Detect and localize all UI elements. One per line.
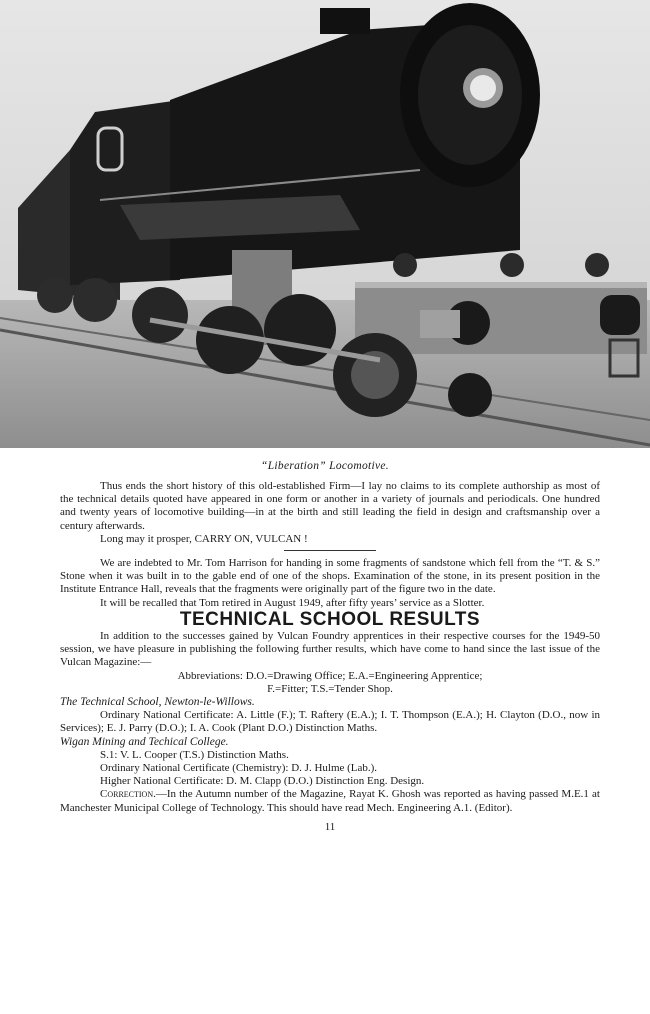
abbreviations-line-1: Abbreviations: D.O.=Drawing Office; E.A.=Engineering Apprentice; — [177, 669, 483, 682]
paragraph-history: Thus ends the short history of this old-established Firm—I lay no claims to its complete authorship as most of the technical details quoted have appeared in one form or another in a variety of journals and periodicals. One hundred and twenty years of locomotive building—in at the birth and still leading the field in design and craftsmanship over a century afterwards. — [60, 480, 600, 532]
result-wigan-onc: Ordinary National Certificate (Chemistry): D. J. Hulme (Lab.). — [100, 762, 378, 775]
correction-paragraph — [60, 788, 600, 814]
photo-caption: “Liberation” Locomotive. — [261, 460, 389, 472]
article-body — [60, 480, 600, 834]
correction-label: Correction. — [100, 788, 156, 801]
section-heading: TECHNICAL SCHOOL RESULTS — [179, 608, 481, 630]
steam-locomotive-icon — [0, 0, 650, 448]
school-title-wigan: Wigan Mining and Techical College. — [60, 735, 229, 748]
results-newton: Ordinary National Certificate: A. Little (F.); T. Raftery (E.A.); I. T. Thompson (E.A.); H. Clayton (D.O., now in Services); E. J. Parry (D.O.); I. A. Cook (Plant D.O.) Distinction Maths. — [60, 709, 600, 735]
page-number: 11 — [324, 820, 336, 833]
section-divider — [284, 550, 376, 551]
results-intro: In addition to the successes gained by Vulcan Foundry apprentices in their respective courses for the 1949-50 session, we have pleasure in publishing the following further results, which have come to hand since the last issue of the Vulcan Magazine:— — [60, 630, 600, 669]
locomotive-photo — [0, 0, 650, 448]
correction-text: —In the Autumn number of the Magazine, Rayat K. Ghosh was reported as having passed M.E.1 at Manchester Municipal College of Technology. This should have read Mech. Engineering A.1. (Editor). — [60, 788, 600, 814]
paragraph-retired: It will be recalled that Tom retired in August 1949, after fifty years’ service as a Slotter. — [100, 596, 485, 609]
paragraph-harrison: We are indebted to Mr. Tom Harrison for handing in some fragments of sandstone which fell from the “T. & S.” Stone when it was built in to the gable end of one of the shops. Examination of the stone, in its present position in the Institute Entrance Hall, reveals that the fragments were originally part of the figure two in the date. — [60, 557, 600, 596]
result-wigan-hnc: Higher National Certificate: D. M. Clapp (D.O.) Distinction Eng. Design. — [100, 775, 425, 788]
school-title-newton: The Technical School, Newton-le-Willows. — [60, 696, 255, 709]
result-wigan-s1: S.1: V. L. Cooper (T.S.) Distinction Maths. — [100, 748, 289, 761]
paragraph-carry-on: Long may it prosper, CARRY ON, VULCAN ! — [100, 532, 308, 545]
abbreviations-line-2: F.=Fitter; T.S.=Tender Shop. — [267, 682, 393, 695]
